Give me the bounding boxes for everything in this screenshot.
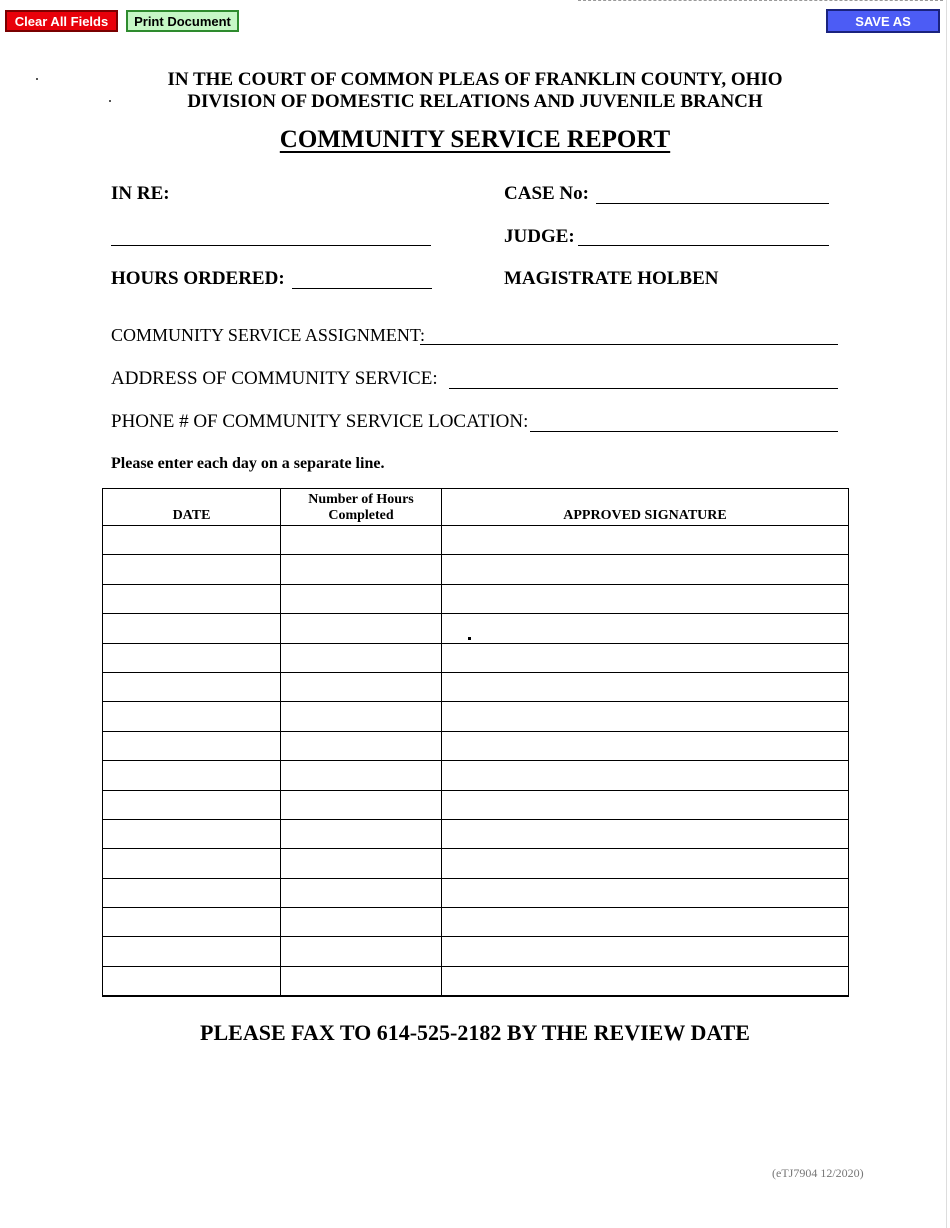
hours-cell[interactable] — [281, 555, 442, 584]
signature-cell[interactable] — [442, 643, 849, 672]
signature-cell[interactable] — [442, 966, 849, 996]
judge-label: JUDGE: — [504, 226, 575, 247]
date-cell[interactable] — [103, 937, 281, 966]
scan-speck — [468, 637, 471, 640]
service-log-table — [102, 488, 849, 997]
scan-speck — [109, 100, 111, 102]
date-cell[interactable] — [103, 584, 281, 613]
hours-cell[interactable] — [281, 966, 442, 996]
court-division: DIVISION OF DOMESTIC RELATIONS AND JUVENILE BRANCH — [187, 91, 763, 112]
court-name: IN THE COURT OF COMMON PLEAS OF FRANKLIN COUNTY, OHIO — [167, 69, 783, 90]
table-row — [103, 614, 849, 643]
assignment-field[interactable] — [420, 344, 838, 345]
table-row — [103, 672, 849, 701]
signature-cell[interactable] — [442, 878, 849, 907]
signature-cell[interactable] — [442, 584, 849, 613]
hours-cell[interactable] — [281, 761, 442, 790]
table-row — [103, 555, 849, 584]
hours-cell[interactable] — [281, 731, 442, 760]
signature-cell[interactable] — [442, 614, 849, 643]
hours-column-header — [281, 489, 442, 526]
date-cell[interactable] — [103, 761, 281, 790]
case-no-field[interactable] — [596, 203, 829, 204]
phone-label: PHONE # OF COMMUNITY SERVICE LOCATION: — [111, 411, 529, 432]
table-row — [103, 878, 849, 907]
hours-cell[interactable] — [281, 526, 442, 555]
signature-cell[interactable] — [442, 731, 849, 760]
scan-speck — [36, 78, 38, 80]
table-row — [103, 937, 849, 966]
date-cell[interactable] — [103, 849, 281, 878]
phone-field[interactable] — [530, 431, 838, 432]
signature-cell[interactable] — [442, 526, 849, 555]
table-header-row — [103, 489, 849, 526]
page-title-text: COMMUNITY SERVICE REPORT — [279, 126, 671, 153]
print-document-button[interactable]: Print Document — [126, 10, 239, 32]
hours-cell[interactable] — [281, 672, 442, 701]
table-row — [103, 761, 849, 790]
date-cell[interactable] — [103, 908, 281, 937]
hours-cell[interactable] — [281, 614, 442, 643]
top-dashed-line — [578, 0, 943, 2]
hours-cell[interactable] — [281, 849, 442, 878]
log-body — [103, 526, 849, 997]
signature-cell[interactable] — [442, 555, 849, 584]
log-instruction: Please enter each day on a separate line. — [111, 455, 385, 472]
assignment-label: COMMUNITY SERVICE ASSIGNMENT: — [111, 325, 426, 345]
date-cell[interactable] — [103, 819, 281, 848]
signature-cell[interactable] — [442, 702, 849, 731]
signature-cell[interactable] — [442, 790, 849, 819]
date-cell[interactable] — [103, 526, 281, 555]
magistrate-name: MAGISTRATE HOLBEN — [504, 268, 719, 289]
date-cell[interactable] — [103, 702, 281, 731]
fax-notice: PLEASE FAX TO 614-525-2182 BY THE REVIEW DATE — [200, 1020, 750, 1045]
hours-cell[interactable] — [281, 819, 442, 848]
judge-field[interactable] — [578, 245, 829, 246]
date-cell[interactable] — [103, 614, 281, 643]
date-cell[interactable] — [103, 731, 281, 760]
in-re-field[interactable] — [111, 245, 431, 246]
date-cell[interactable] — [103, 790, 281, 819]
hours-cell[interactable] — [281, 643, 442, 672]
hours-cell[interactable] — [281, 908, 442, 937]
save-as-button[interactable]: SAVE AS — [826, 9, 940, 33]
signature-cell[interactable] — [442, 672, 849, 701]
table-row — [103, 819, 849, 848]
form-id: (eTJ7904 12/2020) — [772, 1166, 864, 1180]
address-label: ADDRESS OF COMMUNITY SERVICE: — [111, 368, 438, 389]
signature-cell[interactable] — [442, 908, 849, 937]
signature-cell[interactable] — [442, 849, 849, 878]
case-no-label: CASE No: — [504, 183, 589, 204]
in-re-label: IN RE: — [111, 183, 170, 204]
table-row — [103, 908, 849, 937]
date-column-header: DATE — [103, 489, 281, 526]
date-cell[interactable] — [103, 878, 281, 907]
hours-header-line1: Number of Hours — [308, 492, 414, 507]
signature-cell[interactable] — [442, 937, 849, 966]
hours-ordered-field[interactable] — [292, 288, 432, 289]
date-cell[interactable] — [103, 672, 281, 701]
table-row — [103, 584, 849, 613]
hours-cell[interactable] — [281, 790, 442, 819]
table-row — [103, 790, 849, 819]
date-cell[interactable] — [103, 966, 281, 996]
hours-cell[interactable] — [281, 702, 442, 731]
hours-cell[interactable] — [281, 937, 442, 966]
table-row — [103, 643, 849, 672]
table-row — [103, 849, 849, 878]
hours-header-line2: Completed — [328, 508, 394, 523]
table-row — [103, 526, 849, 555]
address-field[interactable] — [449, 388, 838, 389]
page-title — [0, 126, 950, 154]
signature-cell[interactable] — [442, 761, 849, 790]
date-cell[interactable] — [103, 555, 281, 584]
hours-cell[interactable] — [281, 878, 442, 907]
date-cell[interactable] — [103, 643, 281, 672]
hours-cell[interactable] — [281, 584, 442, 613]
signature-column-header: APPROVED SIGNATURE — [442, 489, 849, 526]
clear-all-fields-button[interactable]: Clear All Fields — [5, 10, 118, 32]
table-row — [103, 731, 849, 760]
signature-cell[interactable] — [442, 819, 849, 848]
table-row — [103, 966, 849, 996]
hours-ordered-label: HOURS ORDERED: — [111, 268, 285, 289]
table-row — [103, 702, 849, 731]
